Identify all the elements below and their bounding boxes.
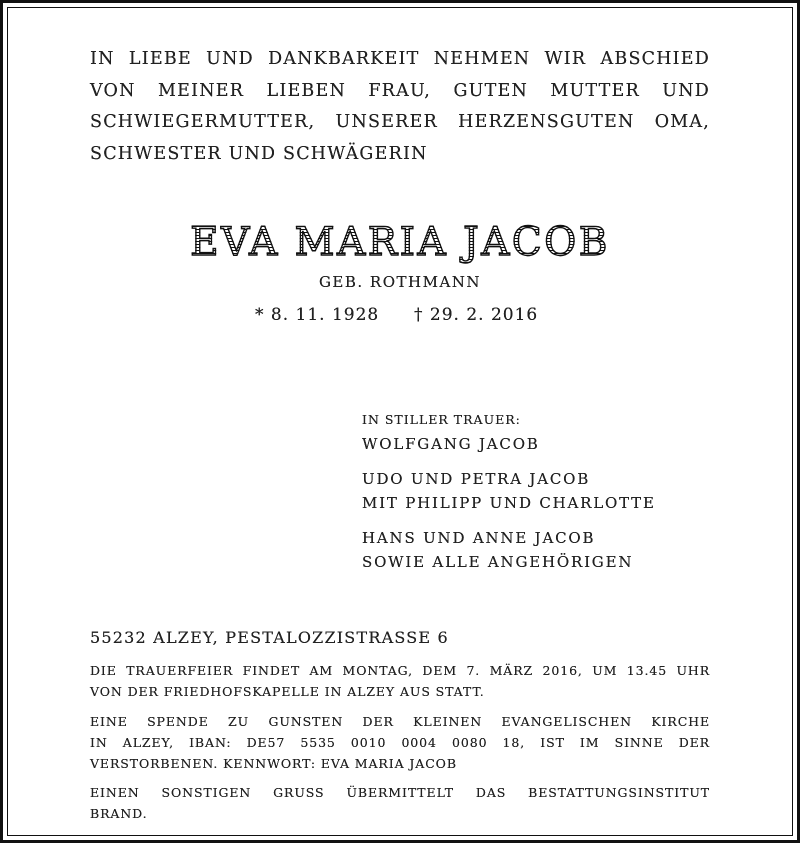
greeting-paragraph bbox=[90, 782, 710, 824]
ceremony-paragraph bbox=[90, 660, 710, 702]
donation-line: EINE SPENDE ZU GUNSTEN DER KLEINEN EVANGELISCHEN KIRCHE bbox=[90, 714, 710, 729]
intro-line: IN LIEBE UND DANKBARKEIT NEHMEN WIR ABSCHIED bbox=[90, 49, 710, 69]
intro-line: VON MEINER LIEBEN FRAU, GUTEN MUTTER UND bbox=[90, 80, 710, 101]
mourners-label: IN STILLER TRAUER: bbox=[362, 412, 521, 427]
mourner-line: MIT PHILIPP UND CHARLOTTE bbox=[362, 494, 656, 512]
intro-line: SCHWESTER UND SCHWÄGERIN bbox=[90, 143, 428, 164]
death-date: † 29. 2. 2016 bbox=[414, 305, 539, 325]
family-address: 55232 ALZEY, PESTALOZZISTRASSE 6 bbox=[90, 628, 449, 647]
donation-line: IN ALZEY, IBAN: DE57 5535 0010 0004 0080 18, IST IM SINNE DER bbox=[90, 735, 710, 750]
deceased-name: EVA MARIA JACOB bbox=[0, 220, 800, 265]
mourners-block bbox=[362, 412, 722, 585]
birth-date: * 8. 11. 1928 bbox=[255, 305, 380, 325]
ceremony-line: VON DER FRIEDHOFSKAPELLE IN ALZEY AUS STATT. bbox=[90, 684, 485, 699]
donation-paragraph bbox=[90, 711, 710, 774]
greeting-line: BRAND. bbox=[90, 806, 148, 821]
donation-line: VERSTORBENEN. KENNWORT: EVA MARIA JACOB bbox=[90, 756, 457, 771]
intro-line: SCHWIEGERMUTTER, UNSERER HERZENSGUTEN OMA, bbox=[90, 112, 710, 132]
mourner-line: SOWIE ALLE ANGEHÖRIGEN bbox=[362, 553, 634, 571]
mourner-group bbox=[362, 526, 722, 574]
intro-text bbox=[90, 44, 710, 170]
mourner-group bbox=[362, 432, 722, 456]
mourner-line: WOLFGANG JACOB bbox=[362, 435, 540, 453]
mourner-line: UDO UND PETRA JACOB bbox=[362, 470, 591, 488]
greeting-line: EINEN SONSTIGEN GRUSS ÜBERMITTELT DAS BESTATTUNGSINSTITUT bbox=[90, 785, 710, 800]
ceremony-line: DIE TRAUERFEIER FINDET AM MONTAG, DEM 7. MÄRZ 2016, UM 13.45 UHR bbox=[90, 663, 710, 678]
mourner-group bbox=[362, 467, 722, 515]
mourner-line: HANS UND ANNE JACOB bbox=[362, 529, 596, 547]
maiden-name: GEB. ROTHMANN bbox=[318, 273, 482, 291]
